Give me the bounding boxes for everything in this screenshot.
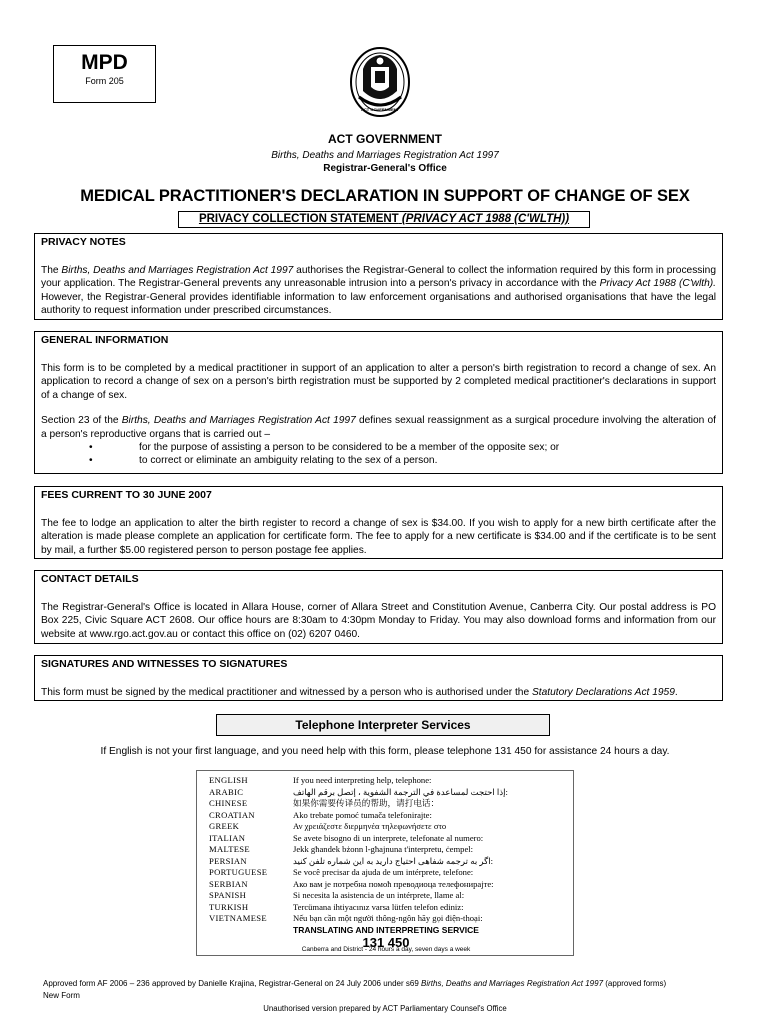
language-row: GREEK Αν χρειάζεστε διερμηνέα τηλεφωνήσετε στο	[209, 821, 447, 831]
language-row: ITALIAN Se avete bisogno di un interprete, telefonate al numero:	[209, 832, 484, 843]
general-paragraph-2: Section 23 of the Births, Deaths and Marriages Registration Act 1997 defines sexual reassignment as a surgical procedure involving the alteration of a person's reproductive organs that is carried out –	[41, 415, 717, 440]
form-id-box	[53, 45, 156, 103]
section-title: FEES CURRENT TO 30 JUNE 2007	[41, 489, 212, 501]
contact-section	[34, 570, 723, 644]
fees-paragraph: The fee to lodge an application to alter the birth register to record a change of sex is $34.00. If you wish to apply for a new birth certificate after the alteration is made please complete an application for certificate form. The fee to apply for a new certificate is $34.00 and if the certificate is to be sent by mail, a further $5.00 registered person to person postage fee applies.	[41, 518, 716, 556]
privacy-statement-act: (PRIVACY ACT 1988 (C'WLTH))	[401, 213, 570, 225]
interpreter-language-table	[196, 770, 574, 956]
page-title: MEDICAL PRACTITIONER'S DECLARATION IN SUPPORT OF CHANGE OF SEX	[80, 187, 690, 205]
general-paragraph-1: This form is to be completed by a medical practitioner in support of an application to alter a person's birth registration to record a change of sex. An application to record a change of sex on a person's birth registration must be supported by 2 completed medical practitioner's declarations in support of a change of sex.	[41, 363, 716, 401]
signatures-section	[34, 655, 723, 701]
office-name: Registrar-General's Office	[323, 163, 447, 174]
interpreter-heading: Telephone Interpreter Services	[216, 714, 550, 736]
approval-note: Approved form AF 2006 – 236 approved by Danielle Krajina, Registrar-General on 24 July 2006 under s69 Births, Deaths and Marriages Registration Act 1997 (approved forms)	[43, 979, 667, 988]
section-title: GENERAL INFORMATION	[41, 334, 169, 346]
section-title: PRIVACY NOTES	[41, 236, 126, 248]
tis-title: TRANSLATING AND INTERPRETING SERVICE	[293, 925, 479, 935]
privacy-statement-label: PRIVACY COLLECTION STATEMENT	[198, 213, 399, 225]
new-form-note: New Form	[43, 991, 80, 1000]
general-information-section	[34, 331, 723, 474]
privacy-paragraph: The Births, Deaths and Marriages Registration Act 1997 authorises the Registrar-General to collect the information required by this form in processing your application. The Registrar-General prevents any unreasonable intrusion into a person's privacy in accordance with the Privacy Act 1988 (C'wlth). However, the Registrar-General provides identifiable information to law enforcement organisations and authorised organisations that have the legal authority to request information under prescribed circumstances.	[41, 265, 716, 317]
privacy-notes-section	[34, 233, 723, 320]
tis-phone-number: 131 450	[362, 935, 410, 950]
language-row: ARABIC إذا احتجت لمساعدة في الترجمة الشفوية ، إتصل برقم الهاتف:	[209, 786, 508, 797]
language-row: VIETNAMESE Nếu bạn cần một người thông-ngôn hãy gọi điện-thoại:	[209, 913, 483, 923]
language-row: SERBIAN Ако вам је потребна помоћ преводиоца телефонирајте:	[209, 878, 494, 889]
governing-act: Births, Deaths and Marriages Registration Act 1997	[271, 150, 499, 161]
section-title: SIGNATURES AND WITNESSES TO SIGNATURES	[41, 658, 288, 670]
language-row: SPANISH Si necesita la asistencia de un intérprete, llame al:	[209, 890, 465, 900]
language-row: CROATIAN Ako trebate pomoć tumača telefonirajte:	[209, 809, 432, 820]
language-row: PERSIAN اگر به ترجمه شفاهی احتیاج دارید به این شماره تلفن کنید:	[209, 855, 493, 866]
section-title: CONTACT DETAILS	[41, 573, 139, 585]
interpreter-instruction: If English is not your first language, and you need help with this form, please telephone 131 450 for assistance 24 hours a day.	[100, 746, 670, 757]
fees-section	[34, 486, 723, 559]
list-item: • to correct or eliminate an ambiguity relating to the sex of a person.	[89, 455, 438, 467]
language-row: CHINESE 如果你需要传译员的帮助，请打电话：	[209, 798, 440, 808]
form-code: MPD	[81, 51, 128, 74]
list-item: • for the purpose of assisting a person to be considered to be a member of the opposite sex; or	[89, 442, 560, 454]
unauthorised-version-note: Unauthorised version prepared by ACT Parliamentary Counsel's Office	[263, 1004, 507, 1013]
privacy-statement-bar	[178, 211, 590, 228]
government-name: ACT GOVERNMENT	[328, 132, 442, 146]
contact-paragraph: The Registrar-General's Office is located in Allara House, corner of Allara Street and Constitution Avenue, Canberra City. Our postal address is PO Box 225, Civic Square ACT 2608. Our office hours are 8:30am to 4:30pm Monday to Friday. You may also download forms and information from our website at www.rgo.act.gov.au or contact this office on (02) 6207 0460.	[41, 602, 716, 640]
act-crest-logo	[349, 47, 411, 121]
language-row: MALTESE Jekk għandek bżonn l-għajnuna t'interpretu, ċempel:	[209, 844, 474, 854]
tis-hours-note: Canberra and District - 24 hours a day, seven days a week	[301, 946, 471, 953]
language-row: ENGLISH If you need interpreting help, telephone:	[209, 775, 432, 785]
language-row: PORTUGUESE Se você precisar da ajuda de um intérprete, telefone:	[209, 867, 474, 877]
signatures-paragraph: This form must be signed by the medical practitioner and witnessed by a person who is authorised under the Statutory Declarations Act 1959.	[41, 687, 678, 698]
language-row: TURKISH Tercümana ihtiyacınız varsa lütfen telefon ediniz:	[209, 901, 464, 912]
form-number: Form 205	[85, 76, 124, 86]
crest-motto: ACT GOVERNMENT	[361, 107, 399, 112]
